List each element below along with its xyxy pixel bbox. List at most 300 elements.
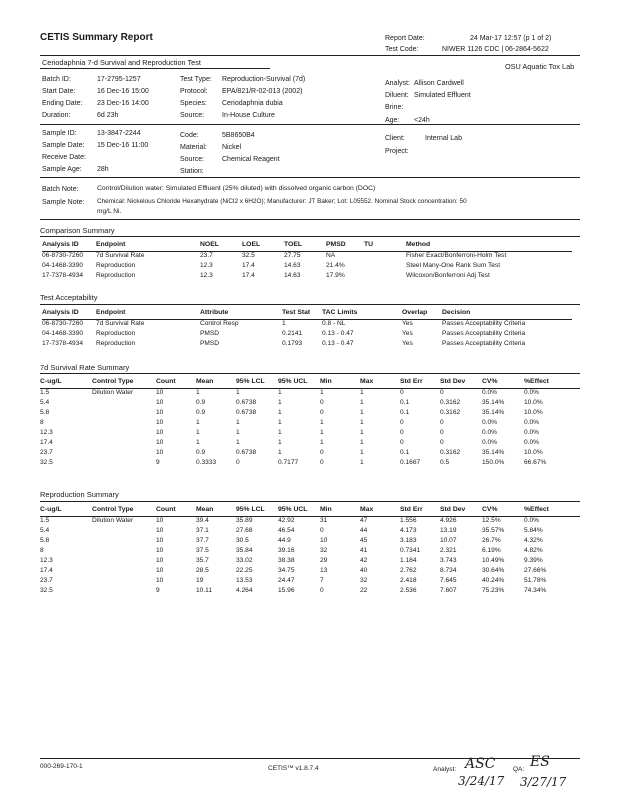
reproduction-cell: 37.1: [196, 527, 209, 534]
reproduction-cell: 17.4: [40, 567, 53, 574]
comparison-cell: Wilcoxon/Bonferroni Adj Test: [406, 272, 490, 279]
reproduction-cell: 27.68: [236, 527, 253, 534]
survival-cell: 12.3: [40, 429, 53, 436]
reproduction-cell: 8: [40, 547, 44, 554]
brine-label: Brine:: [385, 104, 404, 111]
reproduction-cell: 4.173: [400, 527, 417, 534]
reproduction-cell: 44: [360, 527, 368, 534]
test-name-rule: [40, 68, 270, 69]
reproduction-cell: 32: [320, 547, 328, 554]
reproduction-cell: 10: [156, 517, 164, 525]
comparison-cell: Reproduction: [96, 262, 136, 269]
reproduction-cell: 22: [360, 587, 368, 594]
reproduction-cell: 30.5: [236, 537, 249, 544]
footer-rule: [40, 758, 580, 759]
survival-cell: 0.3162: [440, 399, 461, 406]
reproduction-header: Control Type: [92, 507, 156, 516]
survival-header: 95% UCL: [278, 379, 320, 388]
acceptability-header: Endpoint: [96, 310, 200, 319]
table-row: [42, 329, 572, 339]
survival-cell: 0.0%: [482, 439, 498, 446]
reproduction-cell: 74.34%: [524, 587, 547, 594]
table-row: [40, 428, 580, 438]
acceptability-header: Decision: [442, 310, 572, 319]
survival-cell: 17.4: [40, 439, 53, 446]
reproduction-cell: 37.5: [196, 547, 209, 554]
ending-date-label: Ending Date:: [42, 100, 83, 107]
survival-cell: 0.6738: [236, 449, 257, 456]
report-title: CETIS Summary Report: [40, 32, 153, 43]
age-label: Age:: [385, 117, 400, 124]
survival-cell: 1: [360, 429, 364, 436]
survival-cell: 1: [196, 419, 200, 426]
reproduction-cell: 10.49%: [482, 557, 505, 564]
comparison-cell: 7d Survival Rate: [96, 252, 145, 260]
test-type-label: Test Type:: [180, 76, 212, 83]
material: Nickel: [222, 144, 242, 151]
reproduction-cell: 51.78%: [524, 577, 547, 584]
reproduction-cell: [92, 546, 156, 556]
reproduction-cell: [92, 536, 156, 546]
acceptability-cell: 0.13 - 0.47: [322, 330, 354, 337]
sample-date-label: Sample Date:: [42, 142, 85, 149]
survival-cell: 0: [440, 429, 444, 436]
acceptability-title: Test Acceptability: [40, 293, 98, 302]
acceptability-cell: Yes: [402, 340, 413, 347]
comparison-cell: 06-8730-7260: [42, 252, 84, 260]
reproduction-cell: 7: [320, 577, 324, 584]
receive-date-label: Receive Date:: [42, 154, 86, 161]
survival-cell: 10: [156, 419, 164, 426]
reproduction-cell: 0: [320, 587, 324, 594]
reproduction-cell: 32.5: [40, 587, 53, 594]
survival-cell: 1.5: [40, 389, 50, 397]
client-label: Client:: [385, 135, 405, 142]
species: Ceriodaphnia dubia: [222, 100, 283, 107]
reproduction-cell: 41: [360, 547, 368, 554]
survival-cell: 1: [196, 429, 200, 436]
reproduction-cell: 10: [156, 567, 164, 574]
table-row: [40, 546, 580, 556]
reproduction-cell: 39.16: [278, 547, 295, 554]
reproduction-cell: 29: [320, 557, 328, 564]
survival-table: [40, 379, 580, 468]
age: <24h: [414, 117, 430, 124]
acceptability-cell: 17-7378-4934: [42, 340, 84, 347]
reproduction-cell: 40.24%: [482, 577, 505, 584]
reproduction-cell: 35.84: [236, 547, 253, 554]
survival-cell: 0.9: [196, 399, 206, 406]
survival-rule: [40, 373, 580, 374]
survival-cell: 0.6738: [236, 409, 257, 416]
survival-cell: 0.3162: [440, 449, 461, 456]
lab-name: OSU Aquatic Tox Lab: [505, 62, 575, 71]
survival-cell: 23.7: [40, 449, 53, 456]
diluent-label: Diluent:: [385, 92, 409, 99]
acceptability-table: [42, 310, 572, 349]
reproduction-cell: 47: [360, 517, 368, 525]
survival-header: Control Type: [92, 379, 156, 388]
sample-source: Chemical Reagent: [222, 156, 280, 163]
comparison-cell: 32.5: [242, 252, 255, 260]
acceptability-cell: Yes: [402, 320, 413, 328]
comparison-header: PMSD: [326, 242, 364, 251]
acceptability-cell: 7d Survival Rate: [96, 320, 145, 328]
survival-cell: 5.8: [40, 409, 50, 416]
comparison-cell: Steel Many-One Rank Sum Test: [406, 262, 501, 269]
reproduction-header: 95% UCL: [278, 507, 320, 516]
sample-note-label: Sample Note:: [42, 199, 85, 206]
survival-cell: 10: [156, 429, 164, 436]
table-row: [40, 448, 580, 458]
reproduction-header: Count: [156, 507, 196, 516]
species-label: Species:: [180, 100, 207, 107]
acceptability-cell: Reproduction: [96, 330, 136, 337]
survival-cell: 0.0%: [524, 419, 540, 426]
sample-note-line2: mg/L Ni.: [97, 208, 122, 215]
survival-cell: 0.5: [440, 459, 450, 466]
survival-cell: 1: [320, 389, 324, 397]
survival-cell: 1: [320, 439, 324, 446]
table-row: [42, 319, 572, 329]
survival-cell: 66.67%: [524, 459, 547, 466]
reproduction-cell: 7.645: [440, 577, 457, 584]
test-name: Ceriodaphnia 7-d Survival and Reproduction Test: [42, 58, 201, 67]
survival-cell: 0: [320, 399, 324, 406]
reproduction-cell: 13: [320, 567, 328, 574]
acceptability-cell: PMSD: [200, 340, 220, 347]
report-date: 24 Mar-17 12:57 (p 1 of 2): [470, 35, 552, 42]
diluent: Simulated Effluent: [414, 92, 471, 99]
sample-id-label: Sample ID:: [42, 130, 77, 137]
comparison-cell: [364, 271, 406, 281]
reproduction-cell: [92, 526, 156, 536]
reproduction-cell: 46.54: [278, 527, 295, 534]
survival-cell: 9: [156, 459, 160, 466]
survival-cell: 0: [320, 459, 324, 466]
acceptability-header: TAC Limits: [322, 310, 402, 319]
reproduction-cell: 1.184: [400, 557, 417, 564]
reproduction-cell: 5.84%: [524, 527, 543, 534]
survival-cell: 0: [320, 449, 324, 456]
survival-header: 95% LCL: [236, 379, 278, 388]
table-row: [40, 398, 580, 408]
reproduction-cell: 30.64%: [482, 567, 505, 574]
survival-cell: 0.0%: [482, 389, 498, 397]
reproduction-cell: 24.47: [278, 577, 295, 584]
reproduction-header: 95% LCL: [236, 507, 278, 516]
table-row: [42, 339, 572, 349]
sample-rule: [40, 177, 580, 178]
reproduction-cell: 32: [360, 577, 368, 584]
reproduction-header: C-ug/L: [40, 507, 92, 516]
reproduction-cell: 38.38: [278, 557, 295, 564]
reproduction-cell: 4.264: [236, 587, 253, 594]
survival-cell: 0: [400, 389, 404, 397]
survival-cell: 1: [236, 419, 240, 426]
table-row: [40, 418, 580, 428]
reproduction-cell: 13.53: [236, 577, 253, 584]
project-label: Project:: [385, 148, 409, 155]
survival-cell: 1: [360, 459, 364, 466]
comparison-header: NOEL: [200, 242, 242, 251]
comparison-cell: 14.63: [284, 272, 301, 279]
comparison-header: Endpoint: [96, 242, 200, 251]
survival-cell: 1: [320, 419, 324, 426]
start-date-label: Start Date:: [42, 88, 76, 95]
table-row: [40, 458, 580, 468]
table-row: [40, 438, 580, 448]
reproduction-summary-title: Reproduction Summary: [40, 490, 119, 499]
survival-summary-title: 7d Survival Rate Summary: [40, 363, 130, 372]
acceptability-cell: PMSD: [200, 330, 220, 337]
comparison-cell: Fisher Exact/Bonferroni-Holm Test: [406, 252, 507, 260]
test-code: NIWER 1126 CDC | 06-2864-5622: [442, 46, 549, 53]
reproduction-cell: 1.5: [40, 517, 50, 525]
survival-cell: 10.0%: [524, 409, 543, 416]
reproduction-cell: 45: [360, 537, 368, 544]
acceptability-cell: Control Resp: [200, 320, 239, 328]
survival-header: Min: [320, 379, 360, 388]
survival-header: Std Dev: [440, 379, 482, 388]
start-date: 16 Dec-16 15:00: [97, 88, 149, 95]
qa-initials: ES: [530, 754, 550, 770]
reproduction-header: CV%: [482, 507, 524, 516]
survival-cell: 1: [360, 419, 364, 426]
analyst-label: Analyst:: [385, 80, 410, 87]
reproduction-cell: [92, 566, 156, 576]
batch-rule: [40, 124, 580, 125]
table-row: [40, 566, 580, 576]
survival-cell: 0.1: [400, 399, 410, 406]
code-label: Code:: [180, 132, 199, 139]
survival-cell: 1: [278, 389, 282, 397]
comparison-cell: 12.3: [200, 272, 213, 279]
code: 5B8650B4: [222, 132, 255, 139]
survival-cell: 0: [400, 439, 404, 446]
acceptability-cell: 0.1793: [282, 340, 303, 347]
acceptability-cell: 0.8 - NL: [322, 320, 346, 328]
table-row: [40, 526, 580, 536]
survival-cell: 1: [236, 429, 240, 436]
reproduction-cell: 0.0%: [524, 517, 540, 525]
survival-cell: 0.9: [196, 409, 206, 416]
survival-header: Std Err: [400, 379, 440, 388]
table-row: [40, 408, 580, 418]
comparison-cell: 27.75: [284, 252, 301, 260]
reproduction-cell: 19: [196, 577, 204, 584]
reproduction-cell: 0: [320, 527, 324, 534]
reproduction-cell: 31: [320, 517, 328, 525]
comparison-header: Analysis ID: [42, 242, 96, 251]
acceptability-cell: 1: [282, 320, 286, 328]
table-row: [40, 516, 580, 526]
reproduction-header: Std Err: [400, 507, 440, 516]
survival-cell: 0.7177: [278, 459, 299, 466]
reproduction-cell: 40: [360, 567, 368, 574]
survival-cell: 1: [278, 399, 282, 406]
survival-header: Max: [360, 379, 400, 388]
survival-cell: 0.0%: [482, 419, 498, 426]
reproduction-cell: 42.92: [278, 517, 295, 525]
survival-cell: 0.6738: [236, 399, 257, 406]
acceptability-cell: 0.13 - 0.47: [322, 340, 354, 347]
comparison-cell: 21.4%: [326, 262, 345, 269]
reproduction-cell: 3.743: [440, 557, 457, 564]
acceptability-cell: 0.2141: [282, 330, 303, 337]
comparison-cell: Reproduction: [96, 272, 136, 279]
survival-cell: [92, 398, 156, 408]
protocol-label: Protocol:: [180, 88, 208, 95]
acceptability-cell: Passes Acceptability Criteria: [442, 340, 526, 347]
survival-cell: [92, 438, 156, 448]
reproduction-cell: 2.536: [400, 587, 417, 594]
survival-header: CV%: [482, 379, 524, 388]
acceptability-header: Test Stat: [282, 310, 322, 319]
comparison-table: [42, 242, 572, 281]
survival-cell: 10: [156, 409, 164, 416]
reproduction-cell: 4.926: [440, 517, 457, 525]
survival-cell: 10: [156, 449, 164, 456]
survival-cell: 0.0%: [524, 439, 540, 446]
reproduction-cell: 27.66%: [524, 567, 547, 574]
survival-cell: [92, 408, 156, 418]
survival-cell: 5.4: [40, 399, 50, 406]
table-row: [42, 261, 572, 271]
survival-cell: [92, 418, 156, 428]
reproduction-cell: 26.7%: [482, 537, 501, 544]
reproduction-cell: 44.9: [278, 537, 291, 544]
reproduction-cell: 5.8: [40, 537, 50, 544]
reproduction-header: Std Dev: [440, 507, 482, 516]
survival-cell: 1: [360, 399, 364, 406]
reproduction-cell: 5.4: [40, 527, 50, 534]
acceptability-cell: Passes Acceptability Criteria: [442, 320, 526, 328]
reproduction-cell: [92, 556, 156, 566]
batch-note: Control/Dilution water: Simulated Effluent (25% diluted) with dissolved organic carbon (DOC): [97, 185, 376, 192]
reproduction-cell: 15.96: [278, 587, 295, 594]
reproduction-cell: 35.7: [196, 557, 209, 564]
reproduction-cell: Dilution Water: [92, 517, 134, 525]
comparison-cell: 17.4: [242, 262, 255, 269]
comparison-cell: 17.9%: [326, 272, 345, 279]
reproduction-cell: 37.7: [196, 537, 209, 544]
comparison-header: LOEL: [242, 242, 284, 251]
survival-cell: 0.1: [400, 449, 410, 456]
survival-cell: 150.0%: [482, 459, 505, 466]
analyst-sign-date: 3/24/17: [458, 774, 505, 788]
table-row: [42, 271, 572, 281]
station-label: Station:: [180, 168, 204, 175]
survival-cell: Dilution Water: [92, 389, 134, 397]
survival-cell: 0: [400, 419, 404, 426]
survival-cell: 10: [156, 439, 164, 446]
reproduction-cell: 10: [320, 537, 328, 544]
reproduction-cell: 22.25: [236, 567, 253, 574]
reproduction-header: Max: [360, 507, 400, 516]
batch-id: 17-2795-1257: [97, 76, 141, 83]
comparison-cell: 14.63: [284, 262, 301, 269]
batch-source: In-House Culture: [222, 112, 275, 119]
survival-cell: 0.1: [400, 409, 410, 416]
reproduction-cell: 10: [156, 537, 164, 544]
reproduction-cell: 35.89: [236, 517, 253, 525]
reproduction-cell: 10: [156, 557, 164, 564]
sample-date: 15 Dec-16 11:00: [97, 142, 149, 149]
qa-sign-date: 3/27/17: [520, 775, 567, 789]
survival-cell: 10: [156, 399, 164, 406]
survival-cell: [92, 458, 156, 468]
reproduction-cell: 13.19: [440, 527, 457, 534]
survival-cell: 35.14%: [482, 449, 505, 456]
test-code-label: Test Code:: [385, 46, 419, 53]
sample-age: 28h: [97, 166, 109, 173]
analyst-initials: ASC: [465, 756, 496, 772]
reproduction-cell: 2.762: [400, 567, 417, 574]
table-row: [40, 576, 580, 586]
reproduction-cell: 12.5%: [482, 517, 501, 525]
reproduction-cell: 4.32%: [524, 537, 543, 544]
survival-cell: [92, 428, 156, 438]
reproduction-cell: 35.57%: [482, 527, 505, 534]
client: Internal Lab: [425, 135, 462, 142]
survival-cell: 1: [278, 409, 282, 416]
reproduction-header: Min: [320, 507, 360, 516]
survival-cell: [92, 448, 156, 458]
report-date-label: Report Date:: [385, 35, 425, 42]
reproduction-cell: 75.23%: [482, 587, 505, 594]
survival-cell: 35.14%: [482, 399, 505, 406]
comparison-cell: 12.3: [200, 262, 213, 269]
table-row: [40, 388, 580, 398]
reproduction-cell: 3.183: [400, 537, 417, 544]
analyst: Allison Cardwell: [414, 80, 464, 87]
survival-cell: 1: [360, 389, 364, 397]
reproduction-cell: 6.19%: [482, 547, 501, 554]
reproduction-header: Mean: [196, 507, 236, 516]
reproduction-cell: 23.7: [40, 577, 53, 584]
reproduction-cell: [92, 576, 156, 586]
acceptability-header: Overlap: [402, 310, 442, 319]
protocol: EPA/821/R-02-013 (2002): [222, 88, 303, 95]
reproduction-cell: 34.75: [278, 567, 295, 574]
reproduction-cell: 10.11: [196, 587, 213, 594]
reproduction-cell: 1.556: [400, 517, 417, 525]
survival-cell: 1: [278, 449, 282, 456]
analyst-signoff-label: Analyst:: [433, 766, 457, 773]
sample-note-line1: Chemical: Nickelous Chloride Hexahydrate (NiCl2 x 6H2O); Manufacturer: JT Baker; Lot: L05552. Nominal Stock concentration: 50: [97, 198, 467, 205]
reproduction-cell: 2.321: [440, 547, 457, 554]
reproduction-cell: 10: [156, 577, 164, 584]
sample-id: 13-3847-2244: [97, 130, 141, 137]
reproduction-cell: [92, 586, 156, 596]
comparison-cell: 17-7378-4934: [42, 272, 84, 279]
survival-cell: 1: [196, 439, 200, 446]
survival-cell: 32.5: [40, 459, 53, 466]
comparison-cell: NA: [326, 252, 336, 260]
reproduction-cell: 10.07: [440, 537, 457, 544]
survival-cell: 1: [236, 389, 240, 397]
batch-id-label: Batch ID:: [42, 76, 71, 83]
reproduction-cell: 42: [360, 557, 368, 564]
survival-cell: 1: [360, 409, 364, 416]
acceptability-cell: Passes Acceptability Criteria: [442, 330, 526, 337]
comparison-cell: 23.7: [200, 252, 213, 260]
batch-source-label: Source:: [180, 112, 205, 119]
survival-header: Mean: [196, 379, 236, 388]
survival-cell: 1: [278, 419, 282, 426]
reproduction-cell: 10: [156, 527, 164, 534]
